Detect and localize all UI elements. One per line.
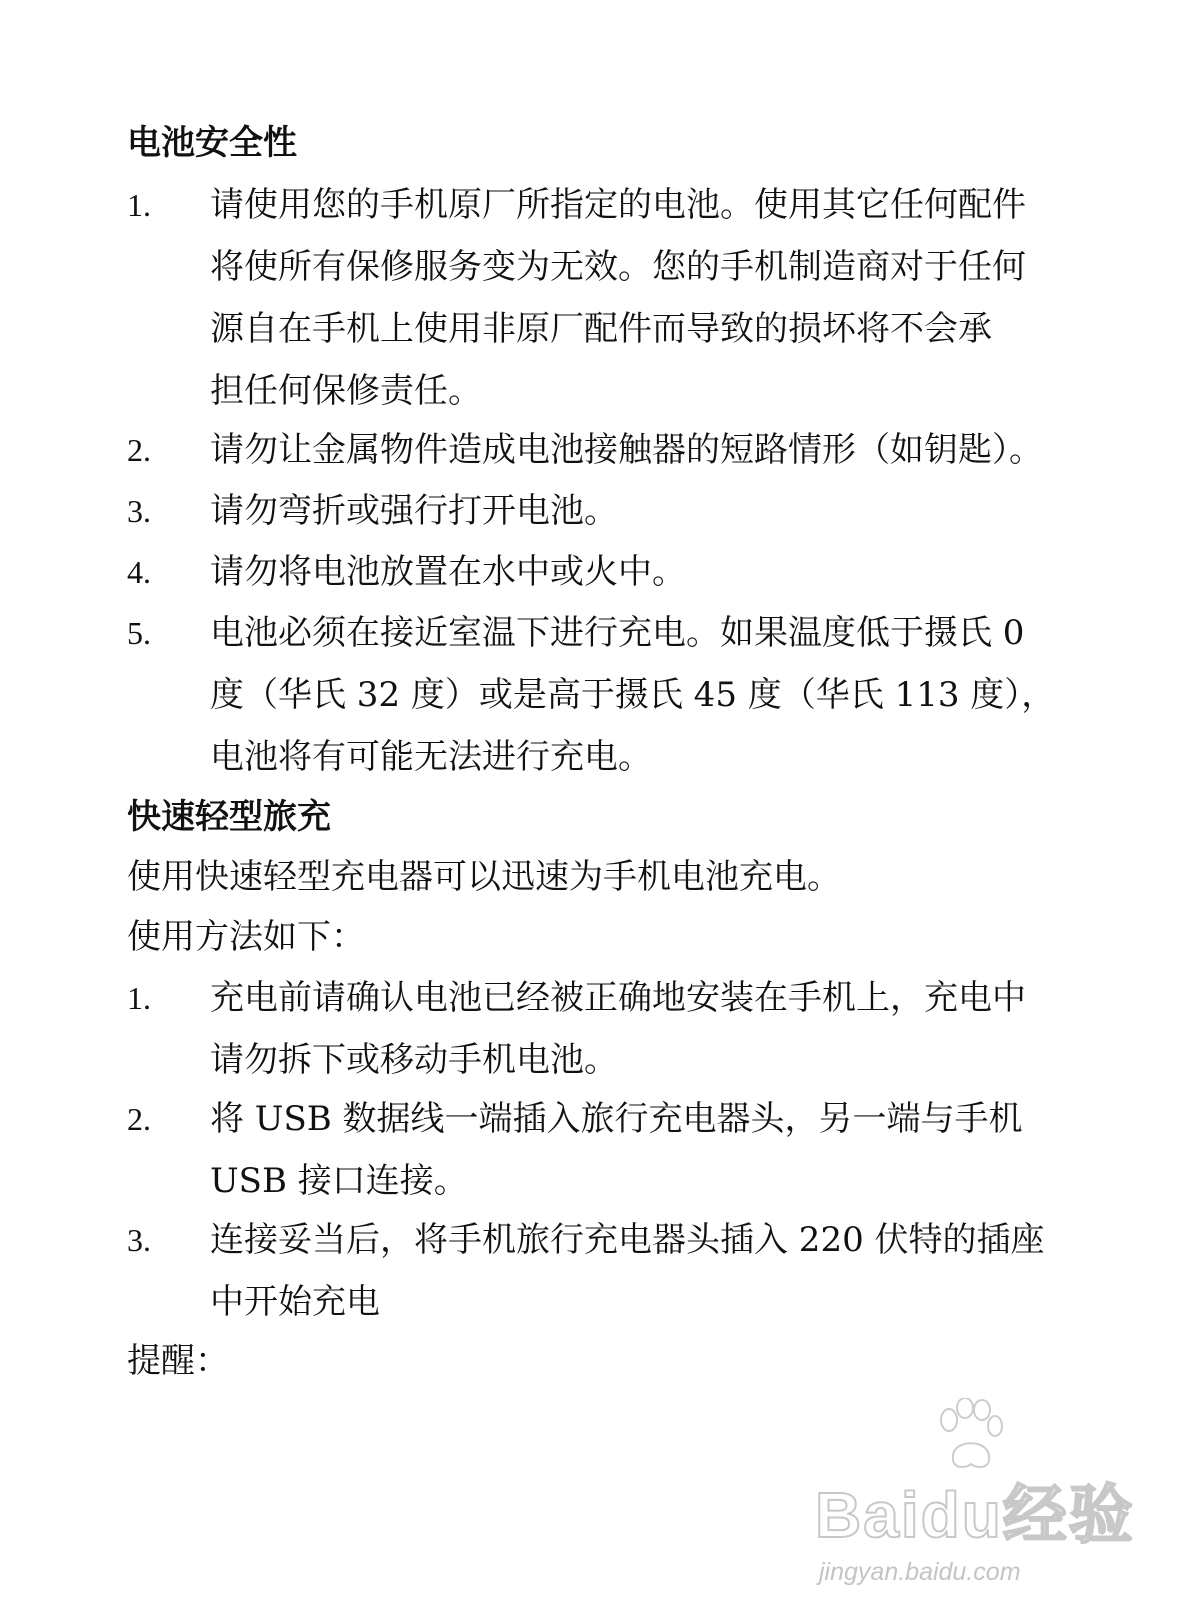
list-text: 请勿弯折或强行打开电池。 xyxy=(210,491,618,531)
list-text: 将 USB 数据线一端插入旅行充电器头，另一端与手机 xyxy=(210,1099,1023,1139)
list-number: 1. xyxy=(127,187,151,223)
list-text: 请勿拆下或移动手机电池。 xyxy=(210,1040,618,1080)
list-text: 将使所有保修服务变为无效。您的手机制造商对于任何 xyxy=(210,247,1026,287)
usage-label: 使用方法如下： xyxy=(127,917,365,957)
section-title-battery-safety: 电池安全性 xyxy=(127,123,297,163)
baidu-watermark xyxy=(815,1398,1135,1598)
watermark-brand: Baidu经验 xyxy=(815,1479,1135,1551)
reminder-label: 提醒： xyxy=(127,1341,229,1381)
list-number: 3. xyxy=(127,1222,151,1258)
list-text: 请勿将电池放置在水中或火中。 xyxy=(210,552,686,592)
list-text: 源自在手机上使用非原厂配件而导致的损坏将不会承 xyxy=(210,309,992,349)
list-text: 连接妥当后，将手机旅行充电器头插入 220 伏特的插座 xyxy=(210,1220,1045,1260)
list-text: 电池必须在接近室温下进行充电。如果温度低于摄氏 0 xyxy=(210,613,1025,653)
section-title-fast-charger: 快速轻型旅充 xyxy=(127,797,331,837)
list-text: 度（华氏 32 度）或是高于摄氏 45 度（华氏 113 度）， xyxy=(210,675,1056,715)
list-number: 3. xyxy=(127,493,151,529)
list-number: 2. xyxy=(127,432,151,468)
list-number: 1. xyxy=(127,980,151,1016)
list-text: 请使用您的手机原厂所指定的电池。使用其它任何配件 xyxy=(210,185,1026,225)
list-number: 5. xyxy=(127,615,151,651)
list-text: USB 接口连接。 xyxy=(210,1161,468,1201)
intro-text: 使用快速轻型充电器可以迅速为手机电池充电。 xyxy=(127,857,841,897)
list-number: 4. xyxy=(127,554,151,590)
list-text: 中开始充电 xyxy=(210,1282,380,1322)
list-text: 请勿让金属物件造成电池接触器的短路情形（如钥匙）。 xyxy=(210,430,1043,470)
list-text: 充电前请确认电池已经被正确地安装在手机上，充电中 xyxy=(210,978,1026,1018)
list-text: 电池将有可能无法进行充电。 xyxy=(210,737,652,777)
list-text: 担任何保修责任。 xyxy=(210,371,482,411)
watermark-site: jingyan.baidu.com xyxy=(819,1558,1021,1586)
paw-icon xyxy=(935,1398,1005,1478)
list-number: 2. xyxy=(127,1101,151,1137)
